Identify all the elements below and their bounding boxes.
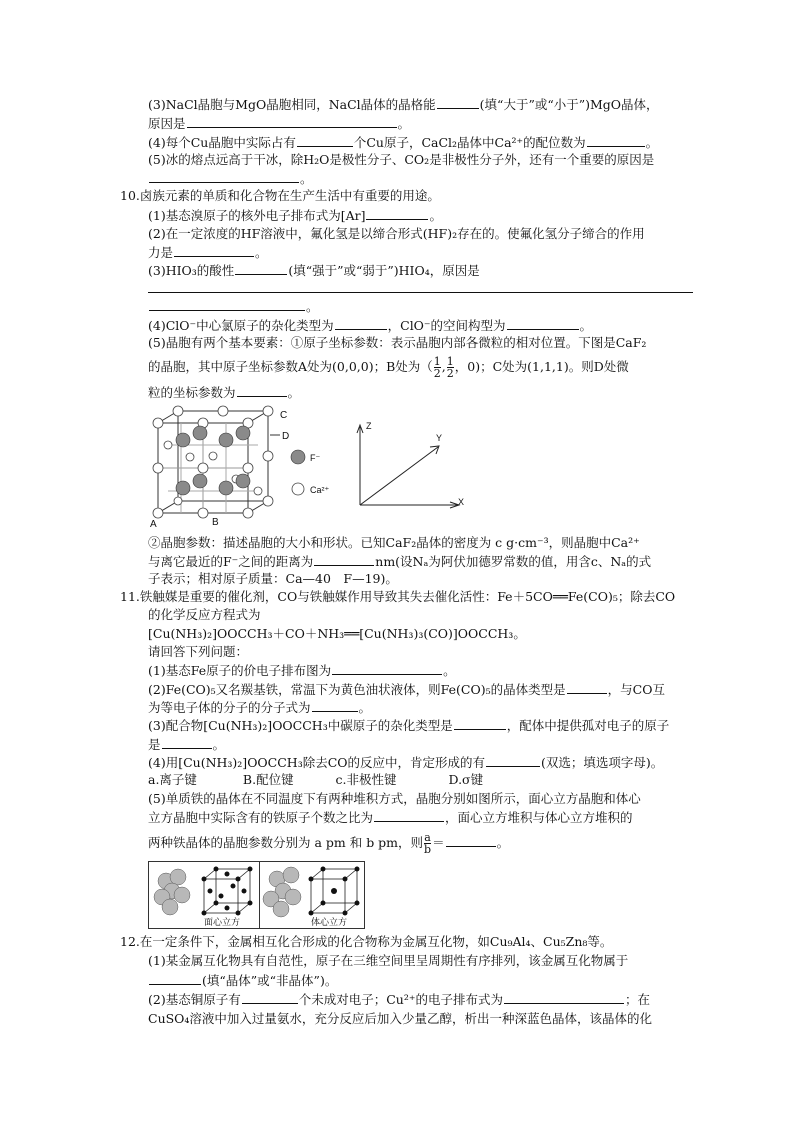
fcc-caption: 面心立方 [204, 917, 241, 927]
q12-part2-d: CuSO₄溶液中加入过量氨水，充分反应后加入少量乙醇，析出一种深蓝色晶体，该晶体的化 [148, 1011, 652, 1026]
label-D: D [282, 431, 290, 442]
q12-stem: 12.在一定条件下，金属相互化合形成的化合物称为金属互化物，如Cu₉Al₄、Cu₅Zn₈等。 [120, 934, 613, 949]
q11-stem: 11.铁触媒是重要的催化剂，CO与铁触媒作用导致其失去催化活性：Fe＋5CO══Fe(CO)₅；除去CO [120, 589, 676, 604]
q10-stem: 10.卤族元素的单质和化合物在生产生活中有重要的用途。 [120, 188, 440, 203]
label-C: C [280, 410, 288, 421]
q11-part3: (3)配合物[Cu(NH₃)₂]OOCCH₃中碳原子的杂化类型是 ，配体中提供孤对电子的原子 [148, 718, 670, 733]
q11-equation: [Cu(NH₃)₂]OOCCH₃＋CO＋NH₃══[Cu(NH₃)₃(CO)]OOCCH₃。 [148, 626, 526, 641]
q9-part5-answer: 。 [148, 170, 313, 187]
answer-line [148, 292, 693, 293]
q12-part1: (1)某金属互化物具有自范性，原子在三维空间里呈周期性有序排列，该金属互化物属于 [148, 953, 629, 968]
q10-part3-answer: 。 [148, 298, 319, 315]
caf2-unit-cell-figure [148, 405, 488, 530]
axis-x-label: X [458, 497, 465, 507]
q10-part5-h: 子表示；相对原子质量：Ca—40 F—19)。 [148, 571, 398, 586]
calcium-legend-icon [292, 483, 304, 495]
q9-part5: (5)冰的熔点远高于干冰，除H₂O是极性分子、CO₂是非极性分子外，还有一个重要的原因是 [148, 152, 655, 167]
q10-part5-b: 的晶胞，其中原子坐标参数A处为(0,0,0)；B处为（ $\frac{1}{2}$ , $\frac{1}{2}$ ，0)；C处为(1,1,1)。则D处微 [148, 355, 629, 380]
bcc-structure-figure [259, 861, 365, 929]
q10-part5-e: ②晶胞参数：描述晶胞的大小和形状。已知CaF₂晶体的密度为 c g·cm⁻³，则晶胞中Ca²⁺ [148, 535, 640, 550]
q9-part4: (4)每个Cu晶胞中实际占有 个Cu原子，CaCl₂晶体中Ca²⁺的配位数为 。 [148, 135, 659, 150]
q10-part5-f: 与离它最近的F⁻之间的距离为 nm(设Nₐ为阿伏加德罗常数的值，用含c、Nₐ的式 [148, 554, 652, 569]
option-d: D.σ键 [448, 772, 484, 787]
q10-part5-d: 粒的坐标参数为 。 [148, 385, 301, 400]
label-B: B [212, 517, 219, 528]
q9-part3: (3)NaCl晶胞与MgO晶胞相同，NaCl晶体的晶格能 (填“大于”或“小于”)MgO晶体， [148, 97, 659, 112]
option-a: a.离子键 [148, 772, 197, 787]
option-c: c.非极性键 [335, 772, 397, 787]
q10-part1: (1)基态溴原子的核外电子排布式为[Ar] 。 [148, 208, 442, 223]
q10-part2: (2)在一定浓度的HF溶液中，氟化氢是以缔合形式(HF)₂存在的。使氟化氢分子缔合的作用 [148, 226, 645, 241]
q11-part5-d: 两种铁晶体的晶胞参数分别为 a pm 和 b pm，则 $\frac{a}{b}$ ＝ 。 [148, 831, 510, 856]
q11-part3-c: 是 。 [148, 737, 226, 752]
q9-part3-reason: 原因是 。 [148, 116, 411, 131]
legend-calcium: Ca²⁺ [310, 485, 330, 495]
q12-part2: (2)基态铜原子有 个未成对电子；Cu²⁺的电子排布式为 ；在 [148, 992, 650, 1007]
q10-part3: (3)HIO₃的酸性 (填“强于”或“弱于”)HIO₄，原因是 [148, 263, 480, 278]
axis-y-label: Y [436, 433, 443, 443]
q10-part4: (4)ClO⁻中心氯原子的杂化类型为 ，ClO⁻的空间构型为 。 [148, 318, 593, 333]
q11-options [148, 772, 483, 788]
label-A: A [150, 519, 157, 530]
q10-part5: (5)晶胞有两个基本要素：①原子坐标参数：表示晶胞内部各微粒的相对位置。下图是CaF₂ [148, 335, 647, 350]
axis-z-label: Z [366, 421, 372, 431]
fraction-a-over-b: $\frac{a}{b}$ [424, 831, 432, 856]
fraction-one-half: $\frac{1}{2}$ [433, 355, 441, 380]
q11-part2-c: 为等电子体的分子的分子式为 。 [148, 700, 372, 715]
q11-part4: (4)用[Cu(NH₃)₂]OOCCH₃除去CO的反应中，肯定形成的有 (双选；填选项字母)。 [148, 755, 664, 770]
q11-part2: (2)Fe(CO)₅又名羰基铁，常温下为黄色油状液体，则Fe(CO)₅的晶体类型是 ，与CO互 [148, 682, 665, 697]
q11-part5: (5)单质铁的晶体在不同温度下有两种堆积方式，晶胞分别如图所示，面心立方晶胞和体心 [148, 791, 641, 806]
fluoride-legend-icon [291, 450, 305, 464]
fcc-structure-figure [148, 861, 260, 929]
legend-fluoride: F⁻ [310, 453, 321, 463]
bcc-caption: 体心立方 [311, 917, 348, 927]
q12-part1-b: (填“晶体”或“非晶体”)。 [148, 972, 337, 989]
q11-part5-b: 立方晶胞中实际含有的铁原子个数之比为 ，面心立方堆积与体心立方堆积的 [148, 810, 633, 825]
q11-instruction: 请回答下列问题： [148, 644, 249, 659]
q11-part1: (1)基态Fe原子的价电子排布图为 。 [148, 663, 456, 678]
q10-part2-b: 力是 。 [148, 245, 268, 260]
option-b: B.配位键 [242, 772, 294, 787]
fraction-one-half: $\frac{1}{2}$ [446, 355, 454, 380]
q11-stem-b: 的化学反应方程式为 [148, 607, 261, 622]
